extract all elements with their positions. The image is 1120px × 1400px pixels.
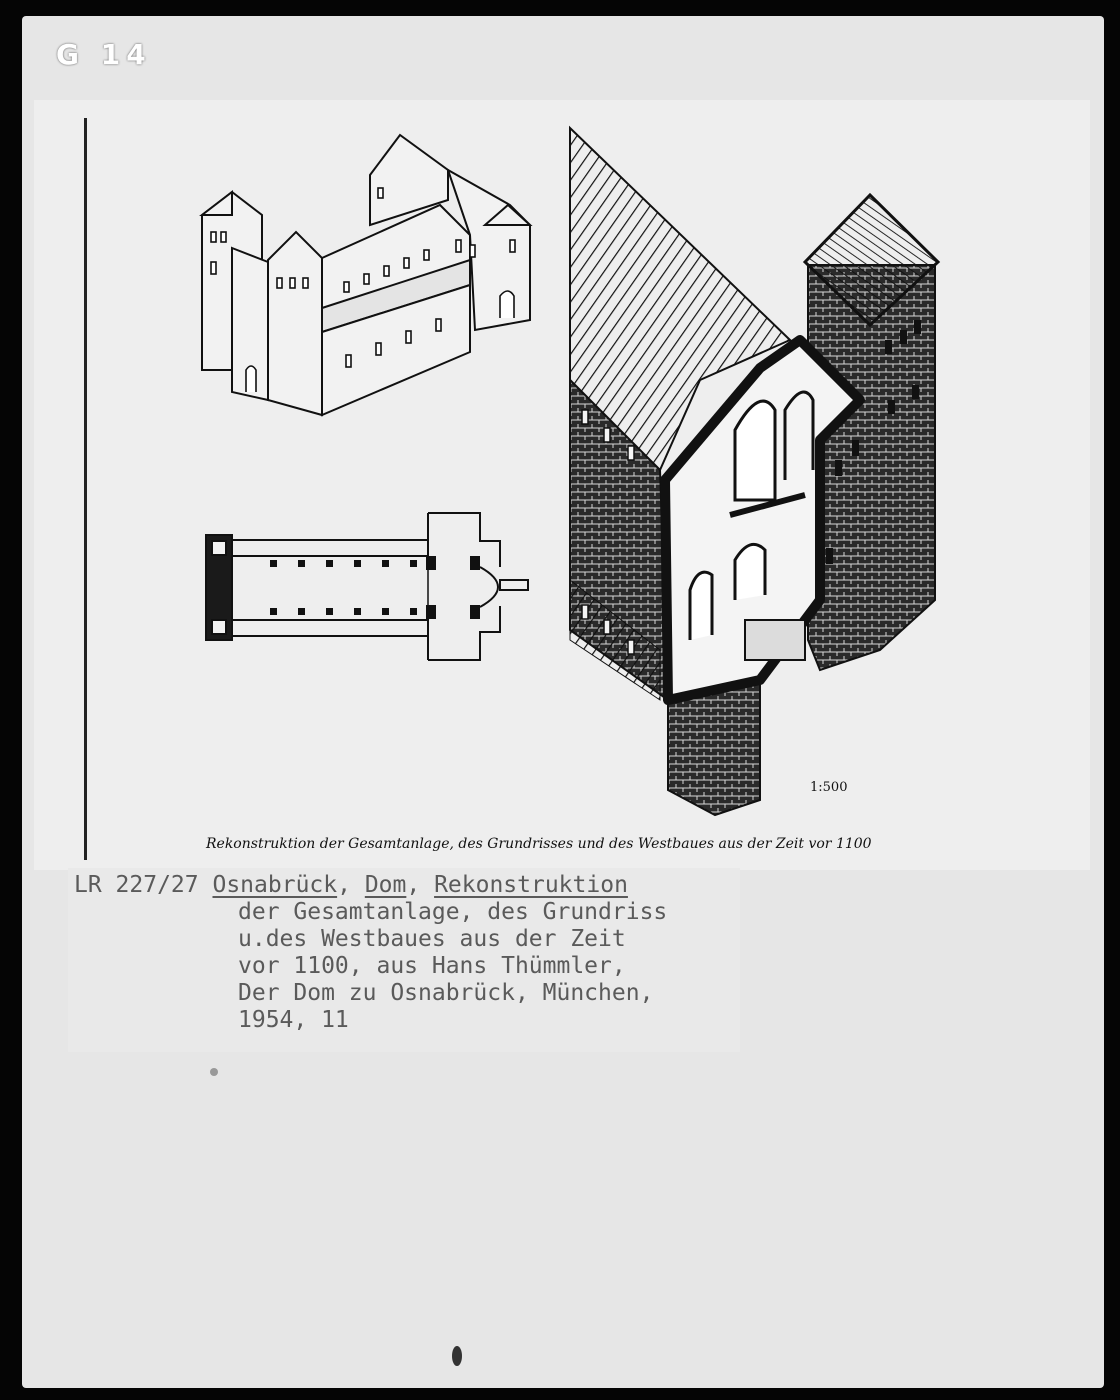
scale-label: 1:500 <box>810 780 848 795</box>
card-line: der Gesamtanlage, des Grundriss <box>238 899 668 925</box>
plan-piers <box>270 556 480 619</box>
plate-label: G 14 <box>56 38 152 71</box>
card-line: Der Dom zu Osnabrück, München, <box>238 980 654 1006</box>
dust-speck <box>452 1346 462 1366</box>
figure-caption: Rekonstruktion der Gesamtanlage, des Grundrisses und des Westbaues aus der Zeit vor 1100 <box>206 836 872 852</box>
card-line: 1954, 11 <box>238 1007 349 1033</box>
card-title-city: Osnabrück <box>212 872 338 898</box>
ground-plan <box>206 513 528 660</box>
index-card-text: LR 227/27 Osnabrück, Dom, Rekonstruktion der Gesamtanlage, des Grundriss u.des Westbaues aus der Zeit vor 1100, aus Hans Thümmler, Der Dom zu Osnabrück, München, 1954, 11 <box>74 872 668 1033</box>
card-line: u.des Westbaues aus der Zeit <box>238 926 626 952</box>
westwork-section <box>570 128 938 815</box>
card-title-subject: Rekonstruktion <box>434 872 628 898</box>
card-reference: LR 227/27 <box>74 872 199 898</box>
card-line: vor 1100, aus Hans Thümmler, <box>238 953 626 979</box>
dust-speck <box>210 1068 218 1076</box>
card-title-building: Dom <box>364 872 407 898</box>
